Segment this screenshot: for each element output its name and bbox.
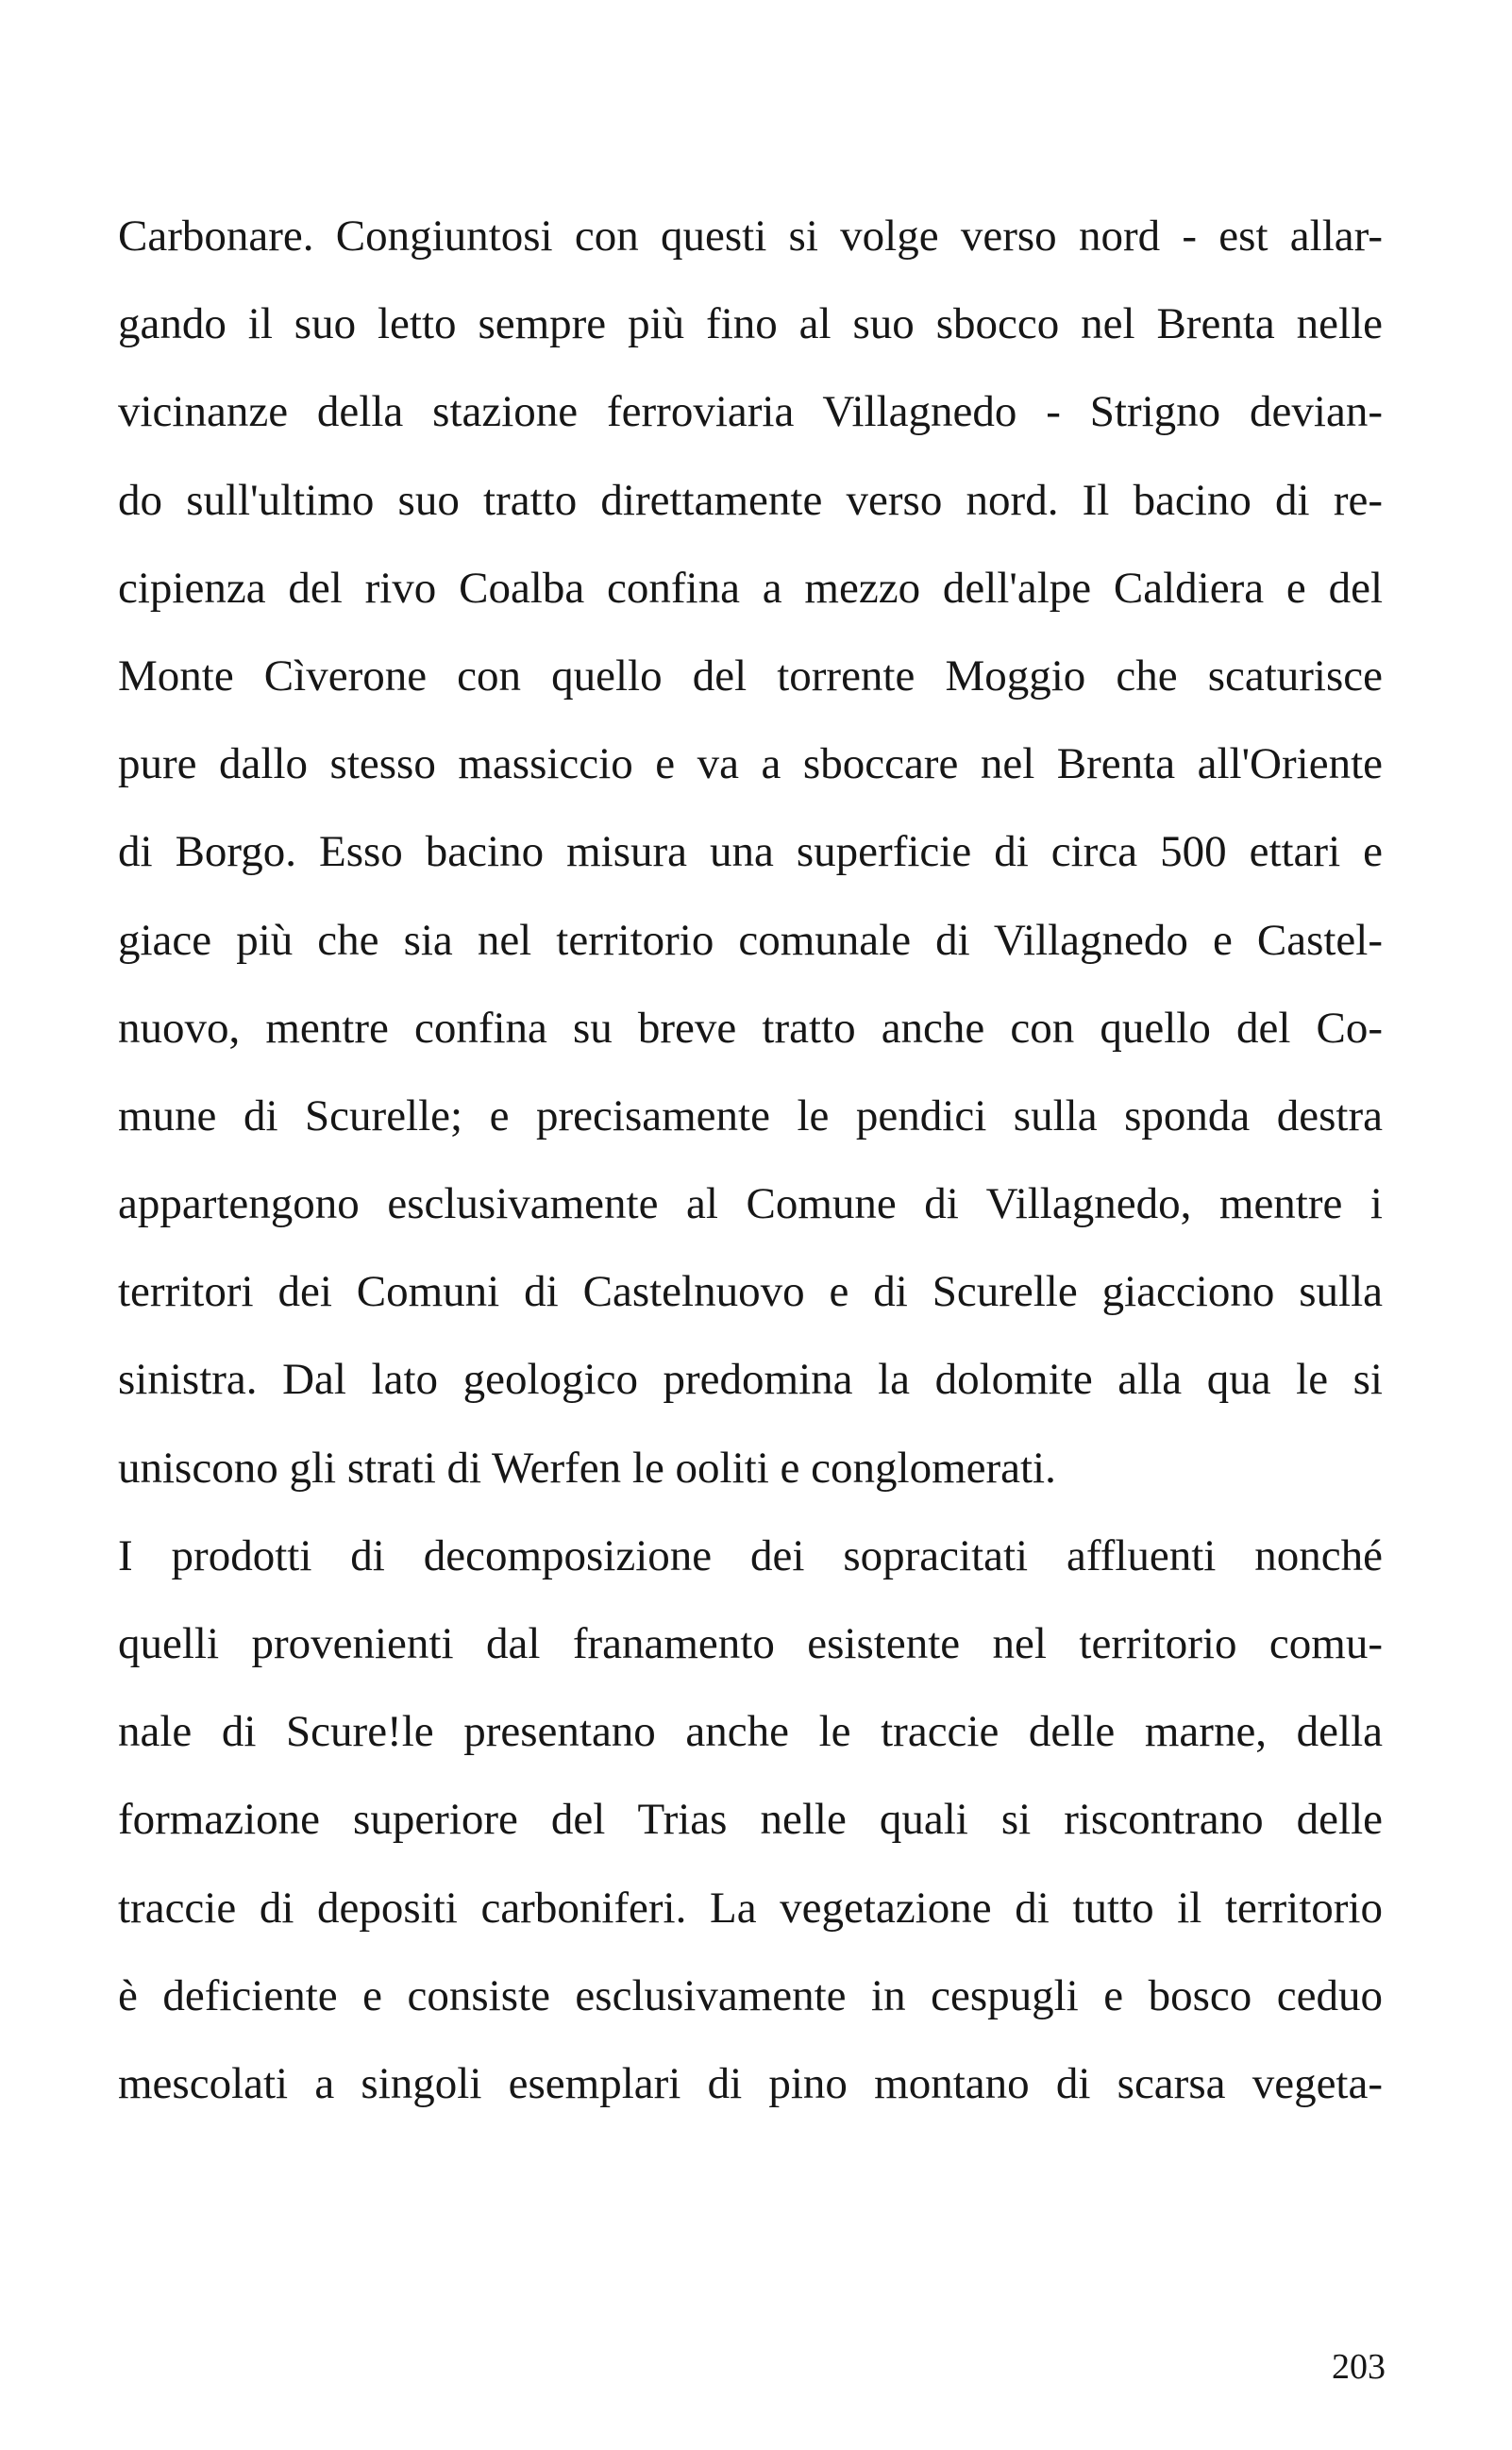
text-line: traccie di depositi carboniferi. La vegetazione di tutto il territorio [118, 1883, 1383, 1933]
page-number: 203 [1332, 2347, 1386, 2387]
text-line: di Borgo. Esso bacino misura una superficie di circa 500 ettari e [118, 827, 1383, 877]
paragraph-2 [118, 1512, 1383, 2128]
body-text [118, 193, 1383, 2128]
text-line: vicinanze della stazione ferroviaria Villagnedo - Strigno devian- [118, 387, 1383, 437]
text-line: mescolati a singoli esemplari di pino montano di scarsa vegeta- [118, 2058, 1383, 2108]
text-line: I prodotti di decomposizione dei sopracitati affluenti nonché [118, 1530, 1383, 1580]
text-line: nale di Scure!le presentano anche le traccie delle marne, della [118, 1707, 1383, 1757]
text-line: cipienza del rivo Coalba confina a mezzo dell'alpe Caldiera e del [118, 563, 1383, 613]
text-line: gando il suo letto sempre più fino al suo sbocco nel Brenta nelle [118, 299, 1383, 349]
text-line: pure dallo stesso massiccio e va a sboccare nel Brenta all'Oriente [118, 739, 1383, 789]
text-line: mune di Scurelle; e precisamente le pendici sulla sponda destra [118, 1090, 1383, 1141]
text-line: formazione superiore del Trias nelle quali si riscontrano delle [118, 1795, 1383, 1845]
text-line: è deficiente e consiste esclusivamente in cespugli e bosco ceduo [118, 1970, 1383, 2020]
paragraph-1 [118, 193, 1383, 1512]
text-line: nuovo, mentre confina su breve tratto anche con quello del Co- [118, 1003, 1383, 1053]
text-line: giace più che sia nel territorio comunale di Villagnedo e Castel- [118, 915, 1383, 965]
text-line: do sull'ultimo suo tratto direttamente verso nord. Il bacino di re- [118, 475, 1383, 525]
text-line: appartengono esclusivamente al Comune di Villagnedo, mentre i [118, 1179, 1383, 1229]
text-line: Carbonare. Congiuntosi con questi si volge verso nord - est allar- [118, 211, 1383, 261]
text-line: territori dei Comuni di Castelnuovo e di Scurelle giacciono sulla [118, 1267, 1383, 1317]
text-line: uniscono gli strati di Werfen le ooliti e conglomerati. [118, 1443, 1056, 1493]
text-line: Monte Cìverone con quello del torrente Moggio che scaturisce [118, 651, 1383, 701]
text-line: quelli provenienti dal franamento esistente nel territorio comu- [118, 1619, 1383, 1668]
text-line: sinistra. Dal lato geologico predomina la dolomite alla qua le si [118, 1355, 1383, 1405]
